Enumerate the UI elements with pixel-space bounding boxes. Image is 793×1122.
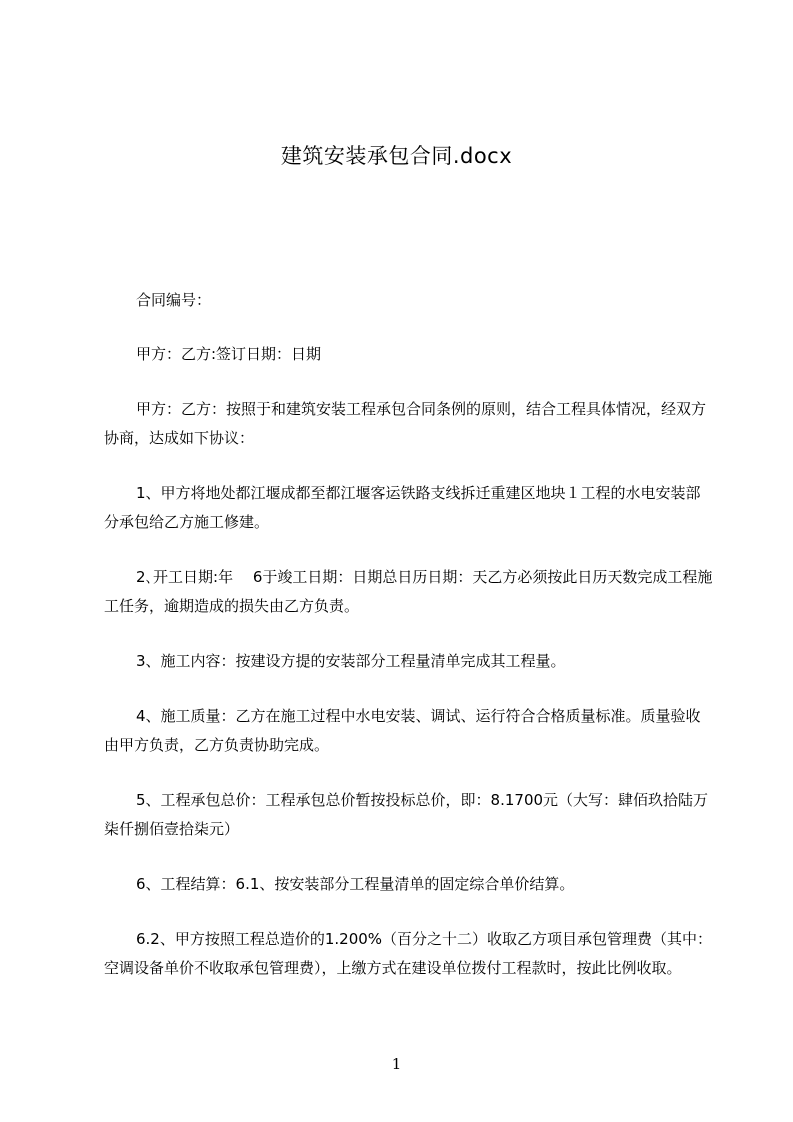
preamble-paragraph: 甲方：乙方：按照于和建筑安装工程承包合同条例的原则，结合工程具体情况，经双方协商，达成如下协议：: [104, 400, 707, 447]
document-title: 建筑安装承包合同.docx: [280, 144, 513, 168]
clause-4-paragraph: 4、施工质量：乙方在施工过程中水电安装、调试、运行符合合格质量标准。质量验收由甲方负责，乙方负责协助完成。: [104, 707, 701, 754]
parties-date-line: 甲方：乙方:签订日期：日期: [136, 345, 322, 363]
clause-1-paragraph: 1、甲方将地处都江堰成都至都江堰客运铁路支线拆迁重建区地块１工程的水电安装部分承包给乙方施工修建。: [104, 484, 701, 531]
clause-5-paragraph: 5、工程承包总价：工程承包总价暂按投标总价，即：8.1700元（大写：肆佰玖拾陆万柒仟捌佰壹拾柒元）: [104, 791, 709, 838]
document-body: [104, 286, 714, 1009]
page-number: 1: [391, 1055, 402, 1073]
clause-6-2-paragraph: 6.2、甲方按照工程总造价的1.200%（百分之十二）收取乙方项目承包管理费（其中：空调设备单价不收取承包管理费），上缴方式在建设单位拨付工程款时，按此比例收取。: [104, 930, 713, 977]
contract-number-line: 合同编号：: [136, 291, 212, 309]
clause-2-paragraph: 2､开工日期:年 6于竣工日期：日期总日历日期：天乙方必须按此日历天数完成工程施工任务，逾期造成的损失由乙方负责。: [104, 568, 713, 615]
clause-6-1-paragraph: 6、工程结算：6.1、按安装部分工程量清单的固定综合单价结算。: [136, 875, 575, 893]
clause-3-paragraph: 3、施工内容：按建设方提的安装部分工程量清单完成其工程量。: [136, 652, 566, 670]
